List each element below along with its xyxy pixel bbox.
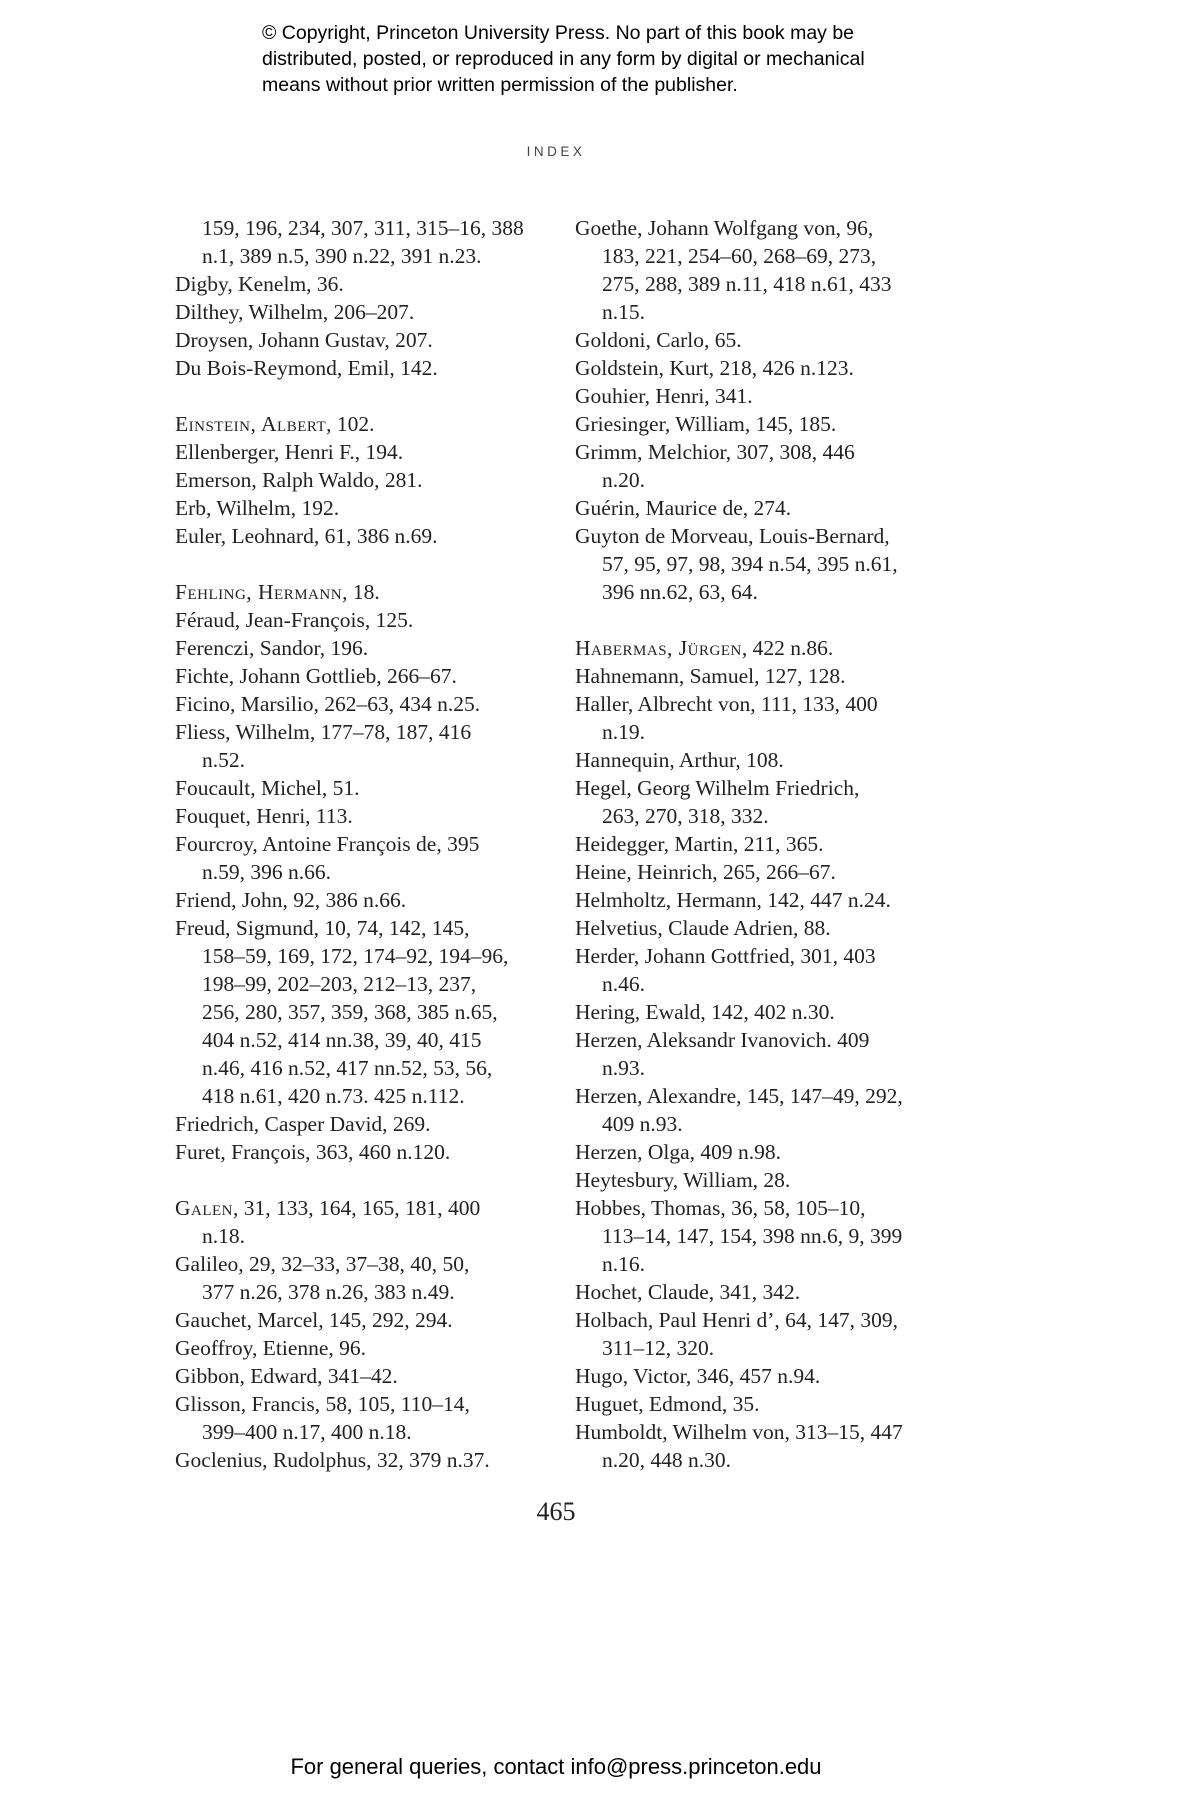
- entry-text: Droysen, Johann Gustav, 207.: [175, 328, 433, 352]
- entry-heading-line: [575, 746, 975, 774]
- entry-heading-line: [575, 830, 975, 858]
- entry-continuation-line: 263, 270, 318, 332.: [602, 804, 769, 828]
- entry-continuation-line: 396 nn.62, 63, 64.: [602, 580, 758, 604]
- entry-heading-line: [575, 1418, 975, 1446]
- entry-heading-line: [175, 1334, 555, 1362]
- entry-text: Hahnemann, Samuel, 127, 128.: [575, 664, 846, 688]
- entry-text: Herzen, Aleksandr Ivanovich. 409: [575, 1028, 870, 1052]
- entry-heading-line: [575, 354, 975, 382]
- entry-heading-line: [575, 410, 975, 438]
- entry-heading-line: [175, 438, 555, 466]
- index-entry: [175, 1334, 555, 1362]
- index-entry: [175, 522, 555, 550]
- entry-continuation-line: n.1, 389 n.5, 390 n.22, 391 n.23.: [202, 244, 482, 268]
- entry-heading-line: [575, 1026, 975, 1054]
- entry-continuation-line: n.46, 416 n.52, 417 nn.52, 53, 56,: [202, 1056, 493, 1080]
- index-entry: [175, 1306, 555, 1334]
- index-entry: [175, 634, 555, 662]
- index-entry: [175, 1110, 555, 1138]
- entry-heading-line: [575, 438, 975, 466]
- entry-text: Dilthey, Wilhelm, 206–207.: [175, 300, 415, 324]
- entry-text: Friedrich, Casper David, 269.: [175, 1112, 431, 1136]
- entry-text: Geoffroy, Etienne, 96.: [175, 1336, 367, 1360]
- index-entry: [175, 718, 555, 774]
- entry-text: Fichte, Johann Gottlieb, 266–67.: [175, 664, 457, 688]
- entry-text: Foucault, Michel, 51.: [175, 776, 360, 800]
- index-entry: [175, 1390, 555, 1446]
- entry-continuation-line: n.19.: [602, 720, 645, 744]
- index-entry: [175, 1362, 555, 1390]
- entry-text: Fourcroy, Antoine François de, 395: [175, 832, 480, 856]
- index-entry: [575, 494, 975, 522]
- entry-text: Herder, Johann Gottfried, 301, 403: [575, 944, 876, 968]
- entry-continuation-line: n.93.: [602, 1056, 645, 1080]
- entry-heading-line: [175, 662, 555, 690]
- entry-text: Hugo, Victor, 346, 457 n.94.: [575, 1364, 821, 1388]
- entry-text: Hochet, Claude, 341, 342.: [575, 1280, 801, 1304]
- index-entry: [575, 214, 975, 326]
- entry-heading-line: [575, 886, 975, 914]
- copyright-notice: [262, 20, 962, 98]
- entry-text: Fouquet, Henri, 113.: [175, 804, 353, 828]
- entry-heading-line: [175, 690, 555, 718]
- index-entry: [175, 326, 555, 354]
- index-entry: [175, 802, 555, 830]
- entry-heading-line: [575, 326, 975, 354]
- index-entry: [575, 410, 975, 438]
- entry-text: Huguet, Edmond, 35.: [575, 1392, 760, 1416]
- index-entry: [575, 438, 975, 494]
- letter-group-gap: [575, 606, 975, 634]
- contact-footer: For general queries, contact info@press.princeton.edu: [290, 1754, 822, 1779]
- entry-text: Goldoni, Carlo, 65.: [575, 328, 742, 352]
- index-entry: [575, 914, 975, 942]
- entry-text: Heidegger, Martin, 211, 365.: [575, 832, 824, 856]
- entry-text: Grimm, Melchior, 307, 308, 446: [575, 440, 855, 464]
- index-entry: [175, 438, 555, 466]
- entry-text: Furet, François, 363, 460 n.120.: [175, 1140, 451, 1164]
- index-entry: [575, 942, 975, 998]
- index-entry: [575, 746, 975, 774]
- entry-text: Holbach, Paul Henri d’, 64, 147, 309,: [575, 1308, 899, 1332]
- index-entry: [175, 466, 555, 494]
- entry-heading-line: [575, 214, 975, 242]
- index-entry: [575, 662, 975, 690]
- entry-text: Gouhier, Henri, 341.: [575, 384, 753, 408]
- entry-text: Hobbes, Thomas, 36, 58, 105–10,: [575, 1196, 866, 1220]
- index-entry: [575, 998, 975, 1026]
- index-entry: [575, 382, 975, 410]
- entry-text: Goethe, Johann Wolfgang von, 96,: [575, 216, 874, 240]
- entry-text: Erb, Wilhelm, 192.: [175, 496, 340, 520]
- entry-text: , 422 n.86.: [741, 636, 834, 660]
- index-entry: [175, 410, 555, 438]
- entry-text: , 18.: [342, 580, 380, 604]
- index-entry: [175, 214, 555, 270]
- entry-continuation-line: 404 n.52, 414 nn.38, 39, 40, 415: [202, 1028, 482, 1052]
- index-entry: [175, 606, 555, 634]
- entry-heading-line: [175, 354, 555, 382]
- entry-heading-line: [175, 1390, 555, 1418]
- entry-heading-line: [575, 522, 975, 550]
- entry-heading-line: [175, 802, 555, 830]
- index-entry: [175, 690, 555, 718]
- index-entry: [575, 830, 975, 858]
- index-entry: [175, 1138, 555, 1166]
- entry-heading-line: [575, 1278, 975, 1306]
- entry-text: Ellenberger, Henri F., 194.: [175, 440, 404, 464]
- entry-heading-line: [575, 1166, 975, 1194]
- index-entry: [175, 270, 555, 298]
- index-entry: [175, 1250, 555, 1306]
- index-entry: [575, 1362, 975, 1390]
- letter-group-gap: [175, 550, 555, 578]
- entry-continuation-line: n.20, 448 n.30.: [602, 1448, 731, 1472]
- entry-text: Hegel, Georg Wilhelm Friedrich,: [575, 776, 860, 800]
- entry-continuation-line: 275, 288, 389 n.11, 418 n.61, 433: [602, 272, 892, 296]
- entry-text: Hannequin, Arthur, 108.: [575, 748, 784, 772]
- letter-section-lead: Einstein, Albert: [175, 412, 327, 436]
- entry-continuation-line: 399–400 n.17, 400 n.18.: [202, 1420, 412, 1444]
- entry-heading-line: [575, 914, 975, 942]
- letter-section-lead: Galen: [175, 1196, 234, 1220]
- entry-text: Fliess, Wilhelm, 177–78, 187, 416: [175, 720, 472, 744]
- entry-text: Hering, Ewald, 142, 402 n.30.: [575, 1000, 835, 1024]
- entry-heading-line: [575, 1306, 975, 1334]
- entry-continuation-line: n.20.: [602, 468, 645, 492]
- index-entry: [575, 522, 975, 606]
- entry-text: Helvetius, Claude Adrien, 88.: [575, 916, 831, 940]
- index-entry: [175, 1194, 555, 1250]
- entry-continuation-line: 377 n.26, 378 n.26, 383 n.49.: [202, 1280, 455, 1304]
- index-column-left: [175, 214, 555, 1474]
- copyright-line: means without prior written permission of the publisher.: [262, 74, 738, 96]
- index-entry: [175, 298, 555, 326]
- entry-heading-line: [175, 578, 555, 606]
- index-entry: [575, 1082, 975, 1138]
- entry-heading-line: [175, 466, 555, 494]
- entry-continuation-line: 113–14, 147, 154, 398 nn.6, 9, 399: [602, 1224, 903, 1248]
- entry-heading-line: [175, 1362, 555, 1390]
- copyright-line: © Copyright, Princeton University Press. No part of this book may be: [262, 22, 855, 44]
- entry-text: Guérin, Maurice de, 274.: [575, 496, 792, 520]
- index-entry: [175, 914, 555, 1110]
- entry-heading-line: [575, 1194, 975, 1222]
- letter-group-gap: [175, 1166, 555, 1194]
- index-entry: [175, 354, 555, 382]
- entry-heading-line: [575, 662, 975, 690]
- entry-text: Galileo, 29, 32–33, 37–38, 40, 50,: [175, 1252, 470, 1276]
- entry-heading-line: [175, 1250, 555, 1278]
- entry-heading-line: [575, 690, 975, 718]
- entry-heading-line: [175, 886, 555, 914]
- entry-text: Emerson, Ralph Waldo, 281.: [175, 468, 423, 492]
- entry-heading-line: [575, 774, 975, 802]
- entry-heading-line: [175, 606, 555, 634]
- index-entry: [175, 1446, 555, 1474]
- page-number: 465: [536, 1497, 576, 1526]
- entry-continuation-line: 158–59, 169, 172, 174–92, 194–96,: [202, 944, 509, 968]
- entry-text: Ferenczi, Sandor, 196.: [175, 636, 369, 660]
- index-entry: [575, 1026, 975, 1082]
- entry-continuation-line: n.59, 396 n.66.: [202, 860, 331, 884]
- index-entry: [575, 1194, 975, 1278]
- entry-heading-line: [575, 858, 975, 886]
- entry-continuation-line: 418 n.61, 420 n.73. 425 n.112.: [202, 1084, 465, 1108]
- letter-section-lead: Habermas, Jürgen: [575, 636, 742, 660]
- entry-text: Herzen, Alexandre, 145, 147–49, 292,: [575, 1084, 903, 1108]
- index-entry: [575, 634, 975, 662]
- entry-heading-line: [575, 998, 975, 1026]
- entry-heading-line: [175, 410, 555, 438]
- index-entry: [575, 858, 975, 886]
- entry-continuation-line: 183, 221, 254–60, 268–69, 273,: [602, 244, 877, 268]
- entry-heading-line: [175, 914, 555, 942]
- entry-continuation-line: n.46.: [602, 972, 645, 996]
- running-head: INDEX: [526, 144, 586, 159]
- index-entry: [575, 1278, 975, 1306]
- entry-text: Griesinger, William, 145, 185.: [575, 412, 837, 436]
- entry-text: Haller, Albrecht von, 111, 133, 400: [575, 692, 878, 716]
- entry-text: Euler, Leohnard, 61, 386 n.69.: [175, 524, 438, 548]
- entry-heading-line: [175, 494, 555, 522]
- entry-heading-line: [175, 270, 555, 298]
- index-entry: [575, 1306, 975, 1362]
- index-entry: [175, 774, 555, 802]
- entry-text: Heytesbury, William, 28.: [575, 1168, 791, 1192]
- entry-heading-line: [575, 634, 975, 662]
- entry-heading-line: [575, 1082, 975, 1110]
- entry-heading-line: [175, 522, 555, 550]
- entry-heading-line: [575, 494, 975, 522]
- index-entry: [175, 494, 555, 522]
- entry-text: Gibbon, Edward, 341–42.: [175, 1364, 398, 1388]
- entry-heading-line: [175, 718, 555, 746]
- entry-continuation-line: 409 n.93.: [602, 1112, 683, 1136]
- index-entry: [175, 662, 555, 690]
- entry-text: Humboldt, Wilhelm von, 313–15, 447: [575, 1420, 903, 1444]
- entry-text: Ficino, Marsilio, 262–63, 434 n.25.: [175, 692, 481, 716]
- entry-heading-line: [175, 774, 555, 802]
- entry-heading-line: [575, 1138, 975, 1166]
- entry-text: , 102.: [326, 412, 375, 436]
- entry-text: Guyton de Morveau, Louis-Bernard,: [575, 524, 890, 548]
- entry-continuation-line: 256, 280, 357, 359, 368, 385 n.65,: [202, 1000, 498, 1024]
- entry-text: Gauchet, Marcel, 145, 292, 294.: [175, 1308, 453, 1332]
- entry-text: Du Bois-Reymond, Emil, 142.: [175, 356, 438, 380]
- entry-heading-line: [175, 1110, 555, 1138]
- entry-heading-line: [175, 1446, 555, 1474]
- index-entry: [575, 354, 975, 382]
- entry-heading-line: [175, 1138, 555, 1166]
- entry-text: Helmholtz, Hermann, 142, 447 n.24.: [575, 888, 891, 912]
- entry-continuation-line: n.52.: [202, 748, 245, 772]
- index-entry: [575, 1418, 975, 1474]
- entry-heading-line: [175, 634, 555, 662]
- entry-text: Herzen, Olga, 409 n.98.: [575, 1140, 781, 1164]
- entry-text: Heine, Heinrich, 265, 266–67.: [575, 860, 836, 884]
- entry-heading-line: [575, 942, 975, 970]
- entry-text: Goldstein, Kurt, 218, 426 n.123.: [575, 356, 854, 380]
- entry-text: , 31, 133, 164, 165, 181, 400: [233, 1196, 481, 1220]
- index-entry: [175, 886, 555, 914]
- index-entry: [575, 1138, 975, 1166]
- entry-text: Glisson, Francis, 58, 105, 110–14,: [175, 1392, 470, 1416]
- entry-continuation-line: 159, 196, 234, 307, 311, 315–16, 388: [202, 216, 524, 240]
- entry-heading-line: [575, 382, 975, 410]
- entry-heading-line: [175, 1306, 555, 1334]
- index-entry: [575, 1166, 975, 1194]
- entry-continuation-line: n.16.: [602, 1252, 645, 1276]
- entry-continuation-line: 57, 95, 97, 98, 394 n.54, 395 n.61,: [602, 552, 898, 576]
- index-entry: [175, 578, 555, 606]
- index-entry: [575, 326, 975, 354]
- entry-text: Digby, Kenelm, 36.: [175, 272, 344, 296]
- entry-heading-line: [575, 1390, 975, 1418]
- index-column-right: [575, 214, 975, 1474]
- index-entry: [575, 886, 975, 914]
- entry-text: Freud, Sigmund, 10, 74, 142, 145,: [175, 916, 470, 940]
- entry-continuation-line: n.15.: [602, 300, 645, 324]
- index-entry: [575, 690, 975, 746]
- entry-heading-line: [175, 298, 555, 326]
- entry-continuation-line: 311–12, 320.: [602, 1336, 715, 1360]
- entry-heading-line: [175, 326, 555, 354]
- index-entry: [175, 830, 555, 886]
- entry-continuation-line: n.18.: [202, 1224, 245, 1248]
- entry-continuation-line: 198–99, 202–203, 212–13, 237,: [202, 972, 477, 996]
- letter-group-gap: [175, 382, 555, 410]
- index-entry: [575, 774, 975, 830]
- entry-text: Goclenius, Rudolphus, 32, 379 n.37.: [175, 1448, 490, 1472]
- entry-heading-line: [175, 830, 555, 858]
- entry-text: Friend, John, 92, 386 n.66.: [175, 888, 407, 912]
- index-entry: [575, 1390, 975, 1418]
- entry-heading-line: [575, 1362, 975, 1390]
- entry-text: Féraud, Jean-François, 125.: [175, 608, 414, 632]
- entry-heading-line: [175, 1194, 555, 1222]
- letter-section-lead: Fehling, Hermann: [175, 580, 343, 604]
- copyright-line: distributed, posted, or reproduced in any form by digital or mechanical: [262, 48, 865, 70]
